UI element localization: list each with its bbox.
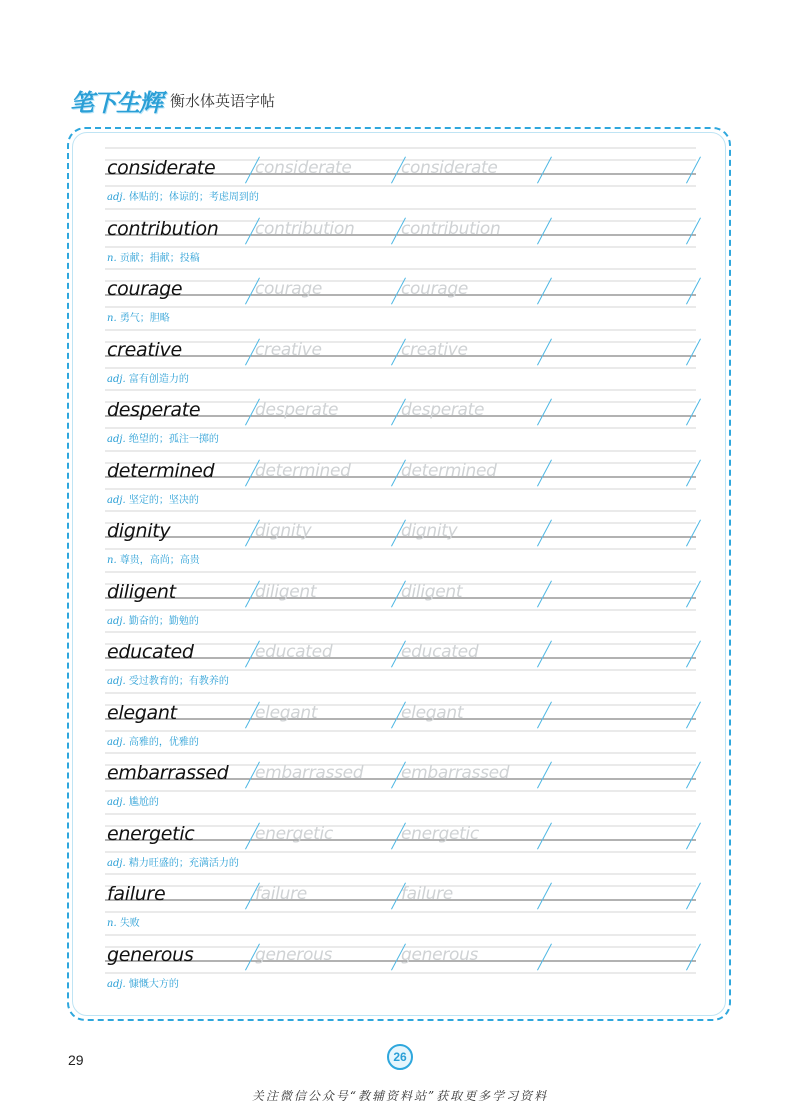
vocabulary-word: diligent [107,580,176,603]
word-definition [107,430,219,445]
tracing-word: courage [255,279,323,299]
tracing-word: considerate [255,158,352,178]
word-definition [107,309,170,324]
vocabulary-word: dignity [107,520,171,542]
tracing-word: creative [255,339,322,360]
word-definition [107,793,159,808]
tracing-word: embarrassed [401,763,510,783]
vocabulary-entry [105,691,696,751]
part-of-speech: n. [107,555,117,566]
tracing-word: courage [401,279,469,299]
definition-text: 绝望的；孤注一掷的 [128,434,219,445]
definition-text: 富有创造力的 [128,373,189,385]
vocabulary-entry [105,872,696,932]
part-of-speech: adj. [107,434,126,445]
page-number-badge [387,1044,413,1070]
tracing-word: diligent [401,581,463,602]
part-of-speech: n. [107,252,117,264]
part-of-speech: n. [107,918,117,929]
definition-text: 慷慨大方的 [128,978,179,990]
vocabulary-entry [105,751,696,811]
word-definition [107,249,200,264]
word-definition [107,612,199,627]
tracing-word: educated [401,642,479,662]
page-number: 29 [68,1052,84,1068]
definition-text: 体贴的；体谅的；考虑周到的 [128,192,259,203]
part-of-speech: adj. [107,797,126,808]
vocabulary-word: failure [107,883,166,905]
vocabulary-entry [105,449,696,509]
header [70,80,275,120]
tracing-word: elegant [401,702,464,723]
definition-text: 勤奋的；勤勉的 [128,615,199,627]
word-definition [107,188,259,203]
vocabulary-word: elegant [107,701,177,724]
tracing-word: energetic [255,823,333,844]
vocabulary-word: courage [107,278,183,300]
part-of-speech: adj. [107,615,126,627]
word-definition [107,491,199,506]
tracing-word: educated [255,642,333,662]
word-definition [107,975,179,990]
vocabulary-word: desperate [107,399,201,421]
tracing-word: dignity [401,521,458,541]
tracing-word: determined [255,460,351,481]
tracing-word: embarrassed [255,763,364,783]
vocabulary-word: determined [107,459,215,482]
vocabulary-entry [105,146,696,206]
tracing-word: dignity [255,521,312,541]
vocabulary-word: contribution [107,217,219,240]
tracing-word: considerate [401,158,498,178]
tracing-word: failure [255,884,307,904]
vocabulary-entry [105,267,696,327]
vocabulary-entry [105,570,696,630]
part-of-speech: adj. [107,857,126,869]
part-of-speech: adj. [107,192,126,203]
part-of-speech: adj. [107,736,126,748]
part-of-speech: n. [107,313,117,324]
tracing-word: generous [401,944,479,965]
tracing-word: failure [401,884,453,904]
page-subtitle: 衡水体英语字帖 [170,91,276,110]
tracing-word: determined [401,460,497,481]
definition-text: 尊贵，高尚；高贵 [119,555,200,566]
word-definition [107,914,140,929]
vocabulary-word: energetic [107,822,195,845]
tracing-word: desperate [255,400,339,420]
vocabulary-entry [105,328,696,388]
definition-text: 精力旺盛的；充满活力的 [128,857,239,869]
word-definition [107,733,199,748]
definition-text: 失败 [119,918,140,929]
vocabulary-word: generous [107,943,194,966]
definition-text: 坚定的；坚决的 [128,494,199,506]
tracing-word: contribution [255,218,355,239]
vocabulary-entry [105,630,696,690]
definition-text: 勇气；胆略 [119,313,170,324]
word-definition [107,370,189,385]
vocabulary-word: creative [107,338,182,361]
definition-text: 尴尬的 [128,797,159,808]
vocabulary-entry [105,812,696,872]
tracing-word: energetic [401,823,479,844]
definition-text: 高雅的，优雅的 [128,736,199,748]
tracing-word: creative [401,339,468,360]
vocabulary-word: embarrassed [107,762,229,784]
tracing-word: elegant [255,702,318,723]
brand-logo: 笔下生辉 [70,87,162,117]
tracing-word: desperate [401,400,485,420]
vocabulary-entry [105,933,696,993]
definition-text: 受过教育的；有教养的 [128,676,229,687]
word-definition [107,551,200,566]
definition-text: 贡献；捐献；投稿 [119,252,200,264]
word-definition [107,854,239,869]
vocabulary-entry [105,388,696,448]
tracing-word: generous [255,944,333,965]
vocabulary-word: educated [107,641,194,663]
tracing-word: contribution [401,218,501,239]
part-of-speech: adj. [107,978,126,990]
word-definition [107,672,229,687]
vocabulary-word: considerate [107,157,216,179]
page-number-badge-text: 26 [393,1050,407,1064]
part-of-speech: adj. [107,494,126,506]
part-of-speech: adj. [107,373,126,385]
footer-note: 关注微信公众号“教辅资料站”获取更多学习资料 [251,1089,549,1103]
part-of-speech: adj. [107,676,126,687]
vocabulary-entry [105,509,696,569]
vocabulary-entry [105,207,696,267]
tracing-word: diligent [255,581,317,602]
